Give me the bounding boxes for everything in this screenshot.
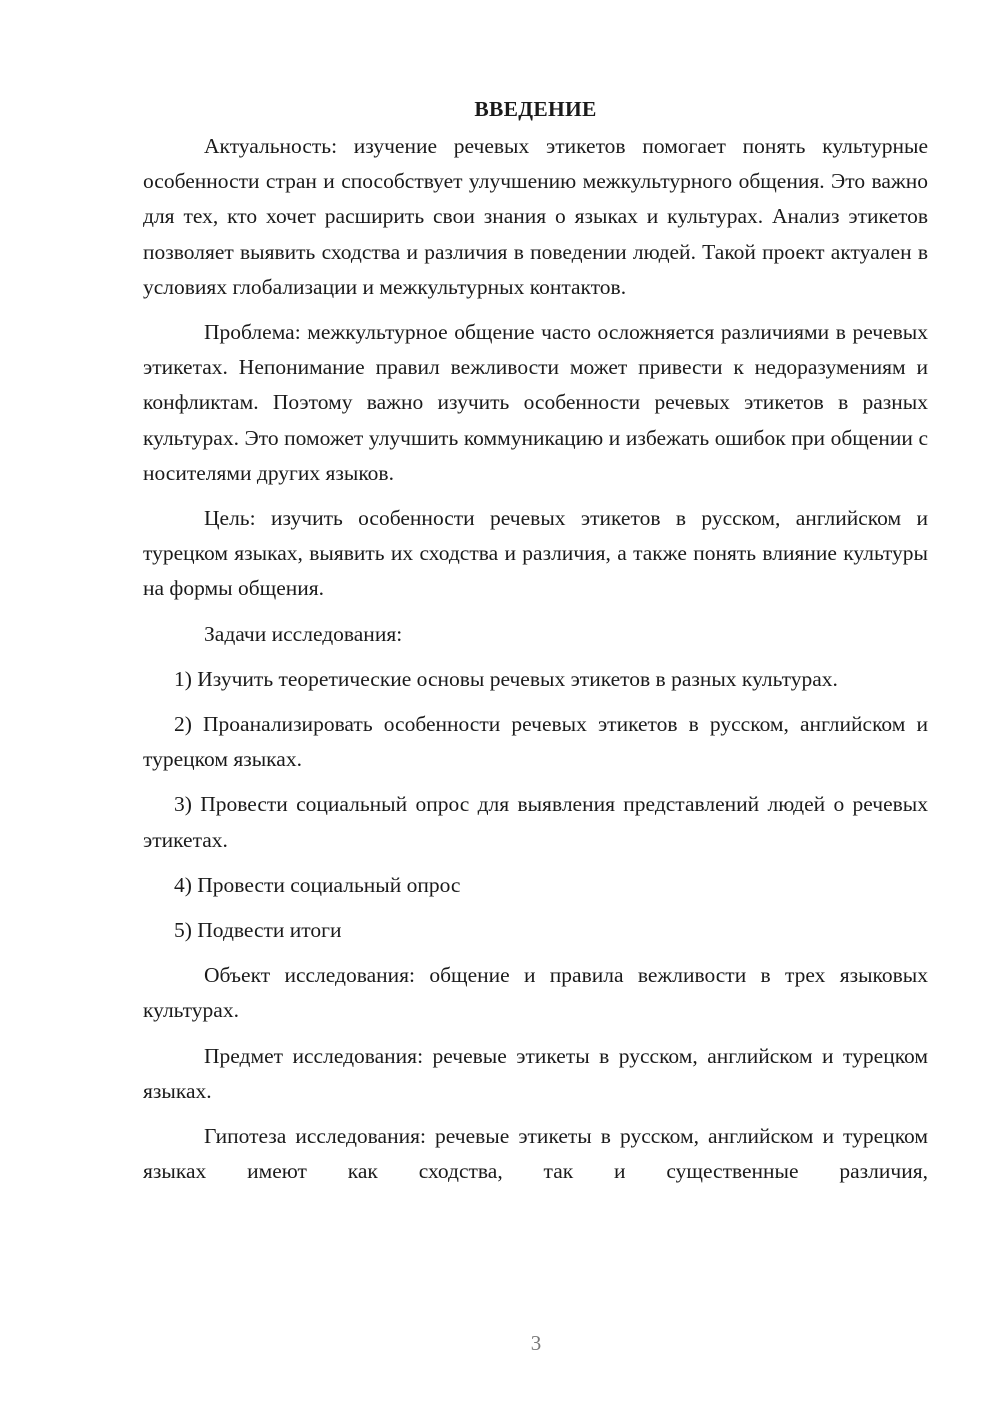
- paragraph-object: Объект исследования: общение и правила вежливости в трех языковых культурах.: [143, 963, 928, 1023]
- page-number: 3: [530, 1331, 542, 1355]
- task-item-5: 5) Подвести итоги: [174, 918, 342, 943]
- task-item-3: 3) Провести социальный опрос для выявления представлений людей о речевых этикетах.: [143, 792, 928, 852]
- paragraph-relevance: Актуальность: изучение речевых этикетов помогает понять культурные особенности стран и способствует улучшению межкультурного общения. Это важно для тех, кто хочет расширить свои знания о языках и культурах. Анализ этикетов позволяет выявить сходства и различия в поведении людей. Такой проект актуален в условиях глобализации и межкультурных контактов.: [143, 134, 928, 299]
- paragraph-problem: Проблема: межкультурное общение часто осложняется различиями в речевых этикетах. Непонимание правил вежливости может привести к недоразумениям и конфликтам. Поэтому важно изучить особенности речевых этикетов в разных культурах. Это поможет улучшить коммуникацию и избежать ошибок при общении с носителями других языков.: [143, 320, 928, 485]
- paragraph-subject: Предмет исследования: речевые этикеты в русском, английском и турецком языках.: [143, 1043, 928, 1103]
- document-page: [143, 92, 928, 1199]
- task-item-2: 2) Проанализировать особенности речевых этикетов в русском, английском и турецком языках.: [143, 712, 928, 772]
- paragraph-tasks-heading: Задачи исследования:: [204, 621, 403, 646]
- page-title: ВВЕДЕНИЕ: [474, 97, 597, 121]
- task-item-4: 4) Провести социальный опрос: [174, 872, 461, 897]
- paragraph-goal: Цель: изучить особенности речевых этикетов в русском, английском и турецком языках, выявить их сходства и различия, а также понять влияние культуры на формы общения.: [143, 506, 928, 601]
- paragraph-hypothesis: Гипотеза исследования: речевые этикеты в русском, английском и турецком языках имеют как сходства, так и существенные различия,: [143, 1124, 928, 1184]
- task-item-1: 1) Изучить теоретические основы речевых этикетов в разных культурах.: [174, 666, 838, 691]
